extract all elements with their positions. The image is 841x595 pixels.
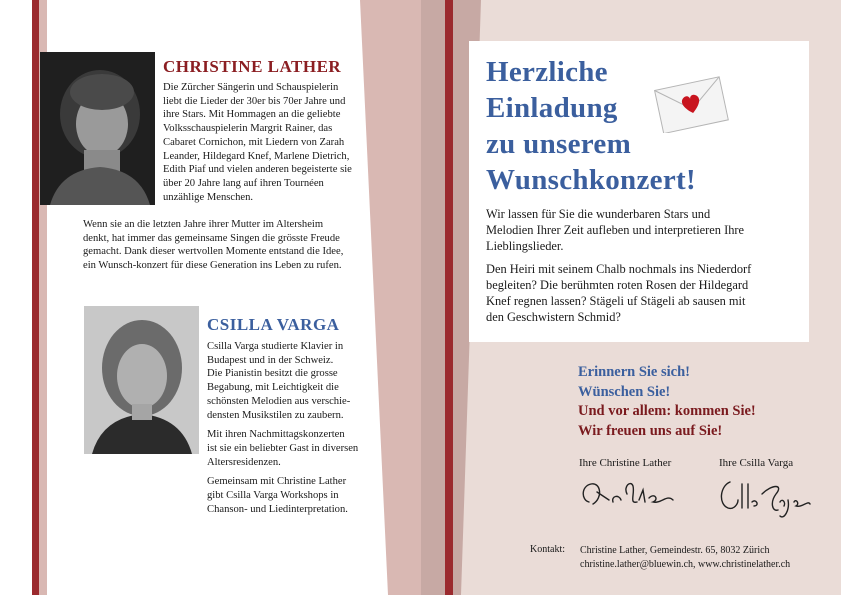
- bio-line: densten Musikstilen zu zaubern.: [207, 409, 344, 421]
- bio-line: Csilla Varga studierte Klavier in: [207, 341, 344, 352]
- bio-line: Mit ihren Nachmittagskonzerten: [207, 429, 345, 441]
- bio-line: Leander, Hildegard Knef, Marlene Dietrich,: [163, 150, 350, 162]
- intro-line: Lieblingslieder.: [486, 239, 564, 253]
- slogan-come: Und vor allem: kommen Sie!: [578, 403, 756, 419]
- contact-info: [580, 544, 790, 572]
- headline-line: Einladung: [486, 92, 618, 124]
- christine-lather-name: CHRISTINE LATHER: [163, 57, 342, 76]
- bio-line: unzählige Menschen.: [163, 191, 254, 203]
- bio-line: Edith Piaf und vielen anderen begeisterte sie: [163, 164, 352, 176]
- christine-lather-story: [83, 218, 393, 273]
- slogan-remember: Erinnern Sie sich!: [578, 364, 690, 380]
- question-line: Den Heiri mit seinem Chalb nochmals ins Niederdorf: [486, 262, 752, 276]
- question-line: begleiten? Die berühmten roten Rosen der Hildegard: [486, 278, 749, 292]
- bio-line: Wenn sie an die letzten Jahre ihrer Mutter im Altersheim: [83, 219, 324, 230]
- bio-line: Die Pianistin besitzt die grosse: [207, 368, 338, 380]
- envelope-heart-icon: [652, 73, 732, 133]
- csilla-varga-bio: [207, 340, 387, 522]
- bio-line: schönsten Melodien aus verschie-: [207, 395, 351, 407]
- question-line: Knef regnen lassen? Stägeli uf Stägeli ab sausen mit: [486, 294, 746, 308]
- bio-line: Die Zürcher Sängerin und Schauspielerin: [163, 82, 339, 93]
- question-line: den Geschwistern Schmid?: [486, 310, 621, 324]
- signature-label-csilla: Ihre Csilla Varga: [719, 457, 794, 469]
- bio-line: Cabaret Cornichon, mit Liedern von Zarah: [163, 136, 345, 148]
- csilla-varga-photo: [84, 306, 199, 454]
- contact-label: Kontakt:: [530, 544, 565, 555]
- headline-line: zu unserem: [486, 128, 632, 160]
- invitation-body: [486, 206, 800, 332]
- bio-line: Budapest und in der Schweiz.: [207, 354, 334, 366]
- bio-line: Volksschauspielerin Margrit Rainer, das: [163, 123, 333, 135]
- bio-line: Chanson- und Liedinterpretation.: [207, 503, 348, 515]
- intro-line: Wir lassen für Sie die wunderbaren Stars und: [486, 207, 711, 221]
- slogan-wish: Wünschen Sie!: [578, 383, 671, 400]
- csilla-varga-name: CSILLA VARGA: [207, 315, 340, 334]
- headline-line: Herzliche: [486, 56, 608, 88]
- signature-label-christine: Ihre Christine Lather: [579, 457, 672, 469]
- bio-line: denkt, hat immer das gemeinsame Singen die grösste Freude: [83, 232, 340, 244]
- bio-line: ist sie ein beliebter Gast in diversen: [207, 442, 359, 454]
- bio-line: gibt Csilla Varga Workshops in: [207, 490, 339, 502]
- slogan-welcome: Wir freuen uns auf Sie!: [578, 422, 723, 439]
- christine-lather-photo: [40, 52, 155, 205]
- bio-line: ein Wunsch-konzert für diese Generation ins Leben zu rufen.: [83, 260, 342, 272]
- slogans: [578, 363, 756, 441]
- bio-line: Begabung, mit Leichtigkeit die: [207, 382, 339, 394]
- bio-line: Altersresidenzen.: [207, 456, 281, 468]
- contact-web: christine.lather@bluewin.ch, www.christinelather.ch: [580, 559, 791, 570]
- bio-line: über 20 Jahre lang auf ihren Tournéen: [163, 177, 324, 189]
- contact-address: Christine Lather, Gemeindestr. 65, 8032 Zürich: [580, 545, 770, 556]
- headline-line: Wunschkonzert!: [486, 164, 696, 196]
- christine-lather-bio: [163, 81, 385, 204]
- christine-signature: [575, 472, 690, 517]
- bio-line: liebt die Lieder der 30er bis 70er Jahre und: [163, 95, 346, 107]
- bio-line: Gemeinsam mit Christine Lather: [207, 476, 347, 488]
- csilla-signature: [714, 472, 819, 527]
- intro-line: Melodien Ihrer Zeit aufleben und interpretieren Ihre: [486, 223, 745, 237]
- bio-line: ihre Stars. Mit Hommagen an die geliebte: [163, 109, 341, 121]
- bio-line: gemacht. Dank dieser wertvollen Momente entstand die Idee,: [83, 246, 344, 258]
